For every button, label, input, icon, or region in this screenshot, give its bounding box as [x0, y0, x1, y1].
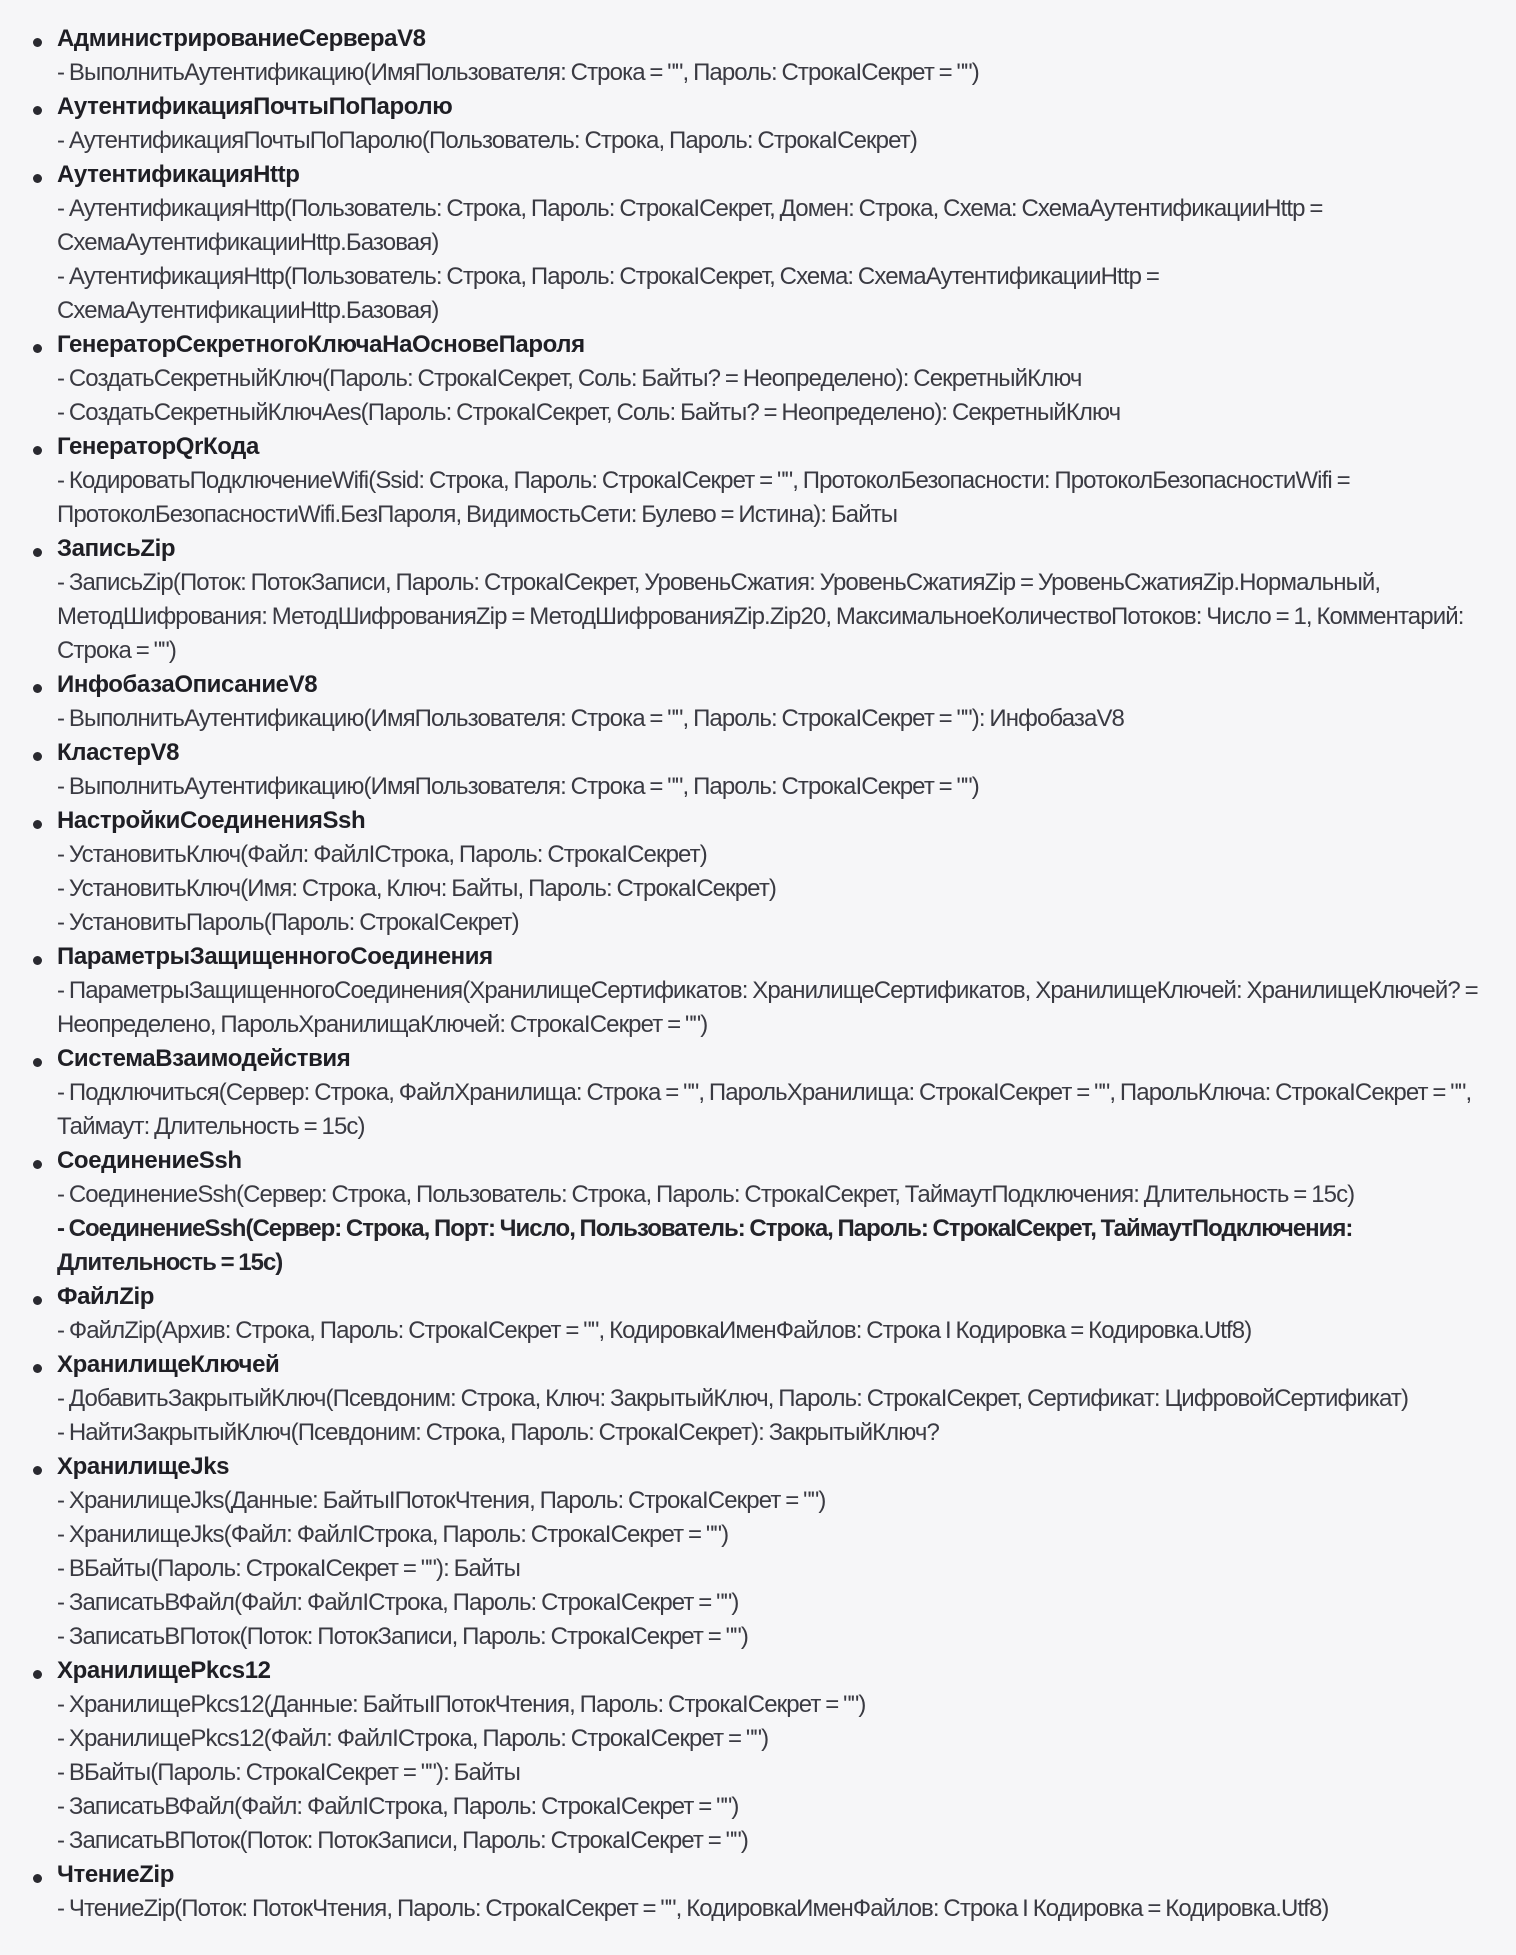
bullet-icon: [33, 1874, 42, 1883]
list-item: [24, 1654, 1492, 1858]
list-item: [24, 1348, 1492, 1450]
bullet-icon: [33, 548, 42, 557]
bullet-icon: [33, 752, 42, 761]
list-item: [24, 1450, 1492, 1654]
list-item: [24, 1144, 1492, 1280]
method-signature: - ВыполнитьАутентификацию(ИмяПользователя: Строка = "", Пароль: СтрокаІСекрет = ""): ИнфобазаV8: [57, 705, 1125, 732]
bullet-icon: [33, 1364, 42, 1373]
method-signature: - ВБайты(Пароль: СтрокаІСекрет = ""): Байты: [57, 1555, 520, 1582]
bullet-icon: [33, 684, 42, 693]
method-signature: - ЧтениеZip(Поток: ПотокЧтения, Пароль: СтрокаІСекрет = "", КодировкаИменФайлов: Строка І Кодировка = Кодировка.Utf8): [57, 1895, 1329, 1922]
method-signature: - КодироватьПодключениеWifi(Ssid: Строка, Пароль: СтрокаІСекрет = "", ПротоколБезопасности: ПротоколБезопасностиWifi = ПротоколБезопасностиWifi.БезПароля, ВидимостьСети: Булево = Истина): Байты: [57, 467, 1350, 528]
method-signature: - ЗаписатьВФайл(Файл: ФайлІСтрока, Пароль: СтрокаІСекрет = ""): [57, 1589, 739, 1616]
entry-title: АдминистрированиеСервераV8: [57, 25, 426, 52]
bullet-icon: [33, 344, 42, 353]
method-signature: - ХранилищеPkcs12(Данные: БайтыІПотокЧтения, Пароль: СтрокаІСекрет = ""): [57, 1691, 866, 1718]
list-item: [24, 328, 1492, 430]
entry-title: КластерV8: [57, 739, 180, 766]
list-item: [24, 736, 1492, 804]
list-item: [24, 668, 1492, 736]
list-item: [24, 430, 1492, 532]
entry-title: ХранилищеКлючей: [57, 1351, 280, 1378]
bullet-icon: [33, 1160, 42, 1169]
method-signature: - ВыполнитьАутентификацию(ИмяПользователя: Строка = "", Пароль: СтрокаІСекрет = ""): [57, 59, 979, 86]
entry-title: ЗаписьZip: [57, 535, 176, 562]
method-signature: - ДобавитьЗакрытыйКлюч(Псевдоним: Строка, Ключ: ЗакрытыйКлюч, Пароль: СтрокаІСекрет, Сертификат: ЦифровойСертификат): [57, 1385, 1409, 1412]
entry-title: АутентификацияHttp: [57, 161, 300, 188]
method-signature: - ЗаписатьВПоток(Поток: ПотокЗаписи, Пароль: СтрокаІСекрет = ""): [57, 1623, 748, 1650]
method-signature: - СоздатьСекретныйКлючAes(Пароль: СтрокаІСекрет, Соль: Байты? = Неопределено): СекретныйКлюч: [57, 399, 1121, 426]
method-signature: - СоздатьСекретныйКлюч(Пароль: СтрокаІСекрет, Соль: Байты? = Неопределено): СекретныйКлюч: [57, 365, 1082, 392]
method-signature: - ПараметрыЗащищенногоСоединения(ХранилищеСертификатов: ХранилищеСертификатов, ХранилищеКлючей: ХранилищеКлючей? = Неопределено, ПарольХранилищаКлючей: СтрокаІСекрет = ""): [57, 977, 1478, 1038]
entry-title: ХранилищеJks: [57, 1453, 230, 1480]
method-signature: - ВБайты(Пароль: СтрокаІСекрет = ""): Байты: [57, 1759, 520, 1786]
entry-title: СистемаВзаимодействия: [57, 1045, 351, 1072]
bullet-icon: [33, 956, 42, 965]
list-item: [24, 940, 1492, 1042]
bullet-icon: [33, 38, 42, 47]
method-signature: - АутентификацияHttp(Пользователь: Строка, Пароль: СтрокаІСекрет, Схема: СхемаАутентификацииHttp = СхемаАутентификацииHttp.Базовая): [57, 263, 1159, 324]
bullet-icon: [33, 820, 42, 829]
bullet-icon: [33, 1670, 42, 1679]
method-signature-highlighted: - СоединениеSsh(Сервер: Строка, Порт: Число, Пользователь: Строка, Пароль: СтрокаІСекрет, ТаймаутПодключения: Длительность = 15с): [57, 1215, 1353, 1276]
bullet-icon: [33, 1466, 42, 1475]
entry-title: НастройкиСоединенияSsh: [57, 807, 366, 834]
method-signature: - УстановитьКлюч(Файл: ФайлІСтрока, Пароль: СтрокаІСекрет): [57, 841, 707, 868]
list-item: [24, 1042, 1492, 1144]
entry-title: ГенераторСекретногоКлючаНаОсновеПароля: [57, 331, 585, 358]
method-signature: - УстановитьКлюч(Имя: Строка, Ключ: Байты, Пароль: СтрокаІСекрет): [57, 875, 777, 902]
list-item: [24, 1858, 1492, 1926]
method-signature: - АутентификацияПочтыПоПаролю(Пользователь: Строка, Пароль: СтрокаІСекрет): [57, 127, 917, 154]
list-item: [24, 158, 1492, 328]
entry-title: ХранилищеPkcs12: [57, 1657, 271, 1684]
entry-title: ГенераторQrКода: [57, 433, 259, 460]
entry-title: ПараметрыЗащищенногоСоединения: [57, 943, 493, 970]
method-signature: - СоединениеSsh(Сервер: Строка, Пользователь: Строка, Пароль: СтрокаІСекрет, ТаймаутПодключения: Длительность = 15с): [57, 1181, 1355, 1208]
bullet-icon: [33, 1058, 42, 1067]
list-item: [24, 804, 1492, 940]
method-signature: - ЗаписатьВПоток(Поток: ПотокЗаписи, Пароль: СтрокаІСекрет = ""): [57, 1827, 748, 1854]
list-item: [24, 532, 1492, 668]
method-signature: - Подключиться(Сервер: Строка, ФайлХранилища: Строка = "", ПарольХранилища: СтрокаІСекрет = "", ПарольКлюча: СтрокаІСекрет = "", Таймаут: Длительность = 15с): [57, 1079, 1472, 1140]
method-signature: - ЗаписьZip(Поток: ПотокЗаписи, Пароль: СтрокаІСекрет, УровеньСжатия: УровеньСжатияZip = УровеньСжатияZip.Нормальный, МетодШифрования: МетодШифрованияZip = МетодШифрованияZip.Zip20, МаксимальноеКоличествоПотоков: Число = 1, Комментарий: Строка = ""): [57, 569, 1464, 664]
bullet-icon: [33, 1296, 42, 1305]
bullet-icon: [33, 106, 42, 115]
method-signature: - ХранилищеJks(Данные: БайтыІПотокЧтения, Пароль: СтрокаІСекрет = ""): [57, 1487, 826, 1514]
list-item: [24, 1280, 1492, 1348]
entry-title: ИнфобазаОписаниеV8: [57, 671, 318, 698]
entry-title: ЧтениеZip: [57, 1861, 174, 1888]
list-item: [24, 22, 1492, 90]
list-item: [24, 90, 1492, 158]
entry-title: СоединениеSsh: [57, 1147, 242, 1174]
method-signature: - ФайлZip(Архив: Строка, Пароль: СтрокаІСекрет = "", КодировкаИменФайлов: Строка І Кодировка = Кодировка.Utf8): [57, 1317, 1252, 1344]
method-signature: - АутентификацияHttp(Пользователь: Строка, Пароль: СтрокаІСекрет, Домен: Строка, Схема: СхемаАутентификацииHttp = СхемаАутентификацииHttp.Базовая): [57, 195, 1323, 256]
method-signature: - УстановитьПароль(Пароль: СтрокаІСекрет): [57, 909, 519, 936]
bullet-icon: [33, 446, 42, 455]
method-signature: - ХранилищеPkcs12(Файл: ФайлІСтрока, Пароль: СтрокаІСекрет = ""): [57, 1725, 769, 1752]
entry-title: ФайлZip: [57, 1283, 155, 1310]
entry-title: АутентификацияПочтыПоПаролю: [57, 93, 453, 120]
method-signature: - НайтиЗакрытыйКлюч(Псевдоним: Строка, Пароль: СтрокаІСекрет): ЗакрытыйКлюч?: [57, 1419, 939, 1446]
bullet-icon: [33, 174, 42, 183]
method-signature: - ВыполнитьАутентификацию(ИмяПользователя: Строка = "", Пароль: СтрокаІСекрет = ""): [57, 773, 979, 800]
method-signature: - ЗаписатьВФайл(Файл: ФайлІСтрока, Пароль: СтрокаІСекрет = ""): [57, 1793, 739, 1820]
method-signature: - ХранилищеJks(Файл: ФайлІСтрока, Пароль: СтрокаІСекрет = ""): [57, 1521, 729, 1548]
